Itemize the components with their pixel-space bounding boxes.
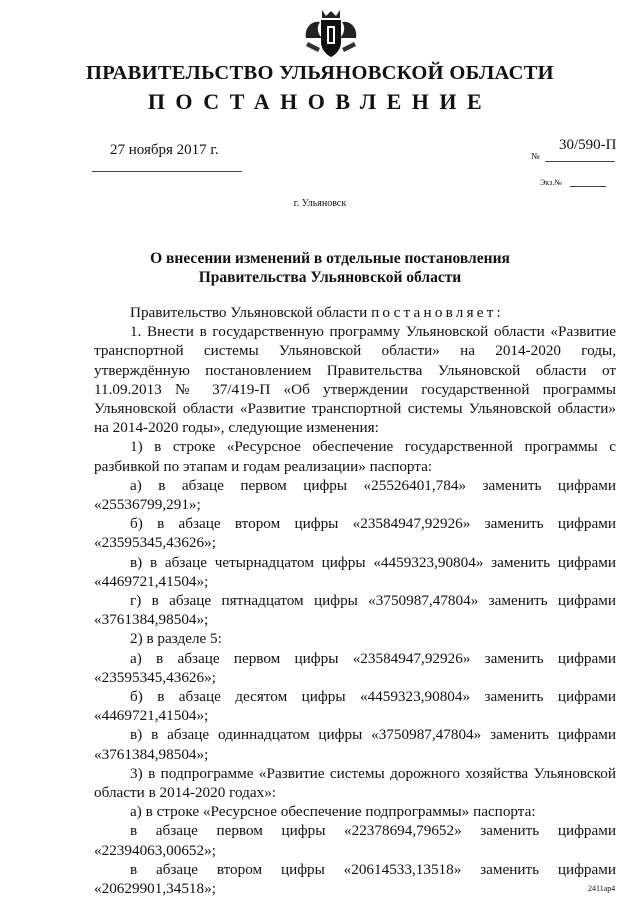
coat-of-arms-icon — [302, 8, 360, 60]
body-paragraph: 2) в разделе 5: — [130, 630, 222, 648]
body-paragraph: а) в абзаце первом цифры «25526401,784» заменить цифрами «25536799,291»; — [94, 476, 616, 514]
body-paragraph: б) в абзаце втором цифры «23584947,92926» заменить цифрами «23595345,43626»; — [94, 515, 616, 552]
document-number: 30/590-П — [559, 137, 617, 153]
document-body — [94, 303, 616, 898]
document-date: 27 ноября 2017 г. — [110, 142, 219, 158]
subject-line-2: Правительства Ульяновской области — [198, 269, 462, 286]
number-underline — [545, 161, 615, 162]
body-paragraph: 3) в подпрограмме «Развитие системы дорожного хозяйства Ульяновской области в 2014-2020 годах»: — [94, 764, 616, 802]
body-paragraph: в) в абзаце четырнадцатом цифры «4459323,90804» заменить цифрами «4469721,41504»; — [94, 553, 616, 590]
intro-paragraph — [94, 303, 616, 322]
body-paragraph: а) в строке «Ресурсное обеспечение подпрограммы» паспорта: — [130, 803, 536, 821]
number-sign: № — [531, 151, 540, 161]
date-underline — [92, 171, 242, 172]
body-paragraph: в абзаце первом цифры «22378694,79652» заменить цифрами «22394063,00652»; — [94, 822, 616, 859]
body-paragraph: 1) в строке «Ресурсное обеспечение государственной программы с разбивкой по этапам и годам реализации» паспорта: — [94, 438, 616, 475]
intro-prefix: Правительство Ульяновской области — [130, 304, 372, 321]
body-paragraph: а) в абзаце первом цифры «23584947,92926» заменить цифрами «23595345,43626»; — [94, 649, 616, 686]
copy-number-underline — [570, 186, 606, 187]
document-type: ПОСТАНОВЛЕНИЕ — [147, 89, 493, 114]
city: г. Ульяновск — [293, 198, 347, 209]
government-title: ПРАВИТЕЛЬСТВО УЛЬЯНОВСКОЙ ОБЛАСТИ — [86, 62, 554, 84]
footer-code: 2411ар4 — [588, 884, 616, 893]
document-subject — [120, 249, 540, 287]
body-paragraph: в абзаце втором цифры «20614533,13518» заменить цифрами «20629901,34518»; — [94, 860, 616, 898]
copy-number-label: Экз.№ — [540, 178, 562, 187]
body-paragraph: в) в абзаце одиннадцатом цифры «3750987,47804» заменить цифрами «3761384,98504»; — [94, 726, 616, 763]
subject-line-1: О внесении изменений в отдельные постановления — [150, 250, 510, 267]
body-paragraph: б) в абзаце десятом цифры «4459323,90804» заменить цифрами «4469721,41504»; — [94, 688, 616, 725]
body-paragraph: 1. Внести в государственную программу Ульяновской области «Развитие транспортной системы Ульяновской области» на 2014-2020 годы, утверждённую постановлением Правительства Ульяновской области от 11.09.2013 № 37/419-П «Об утверждении государственной программы Ульяновской области «Развитие транспортной системы Ульяновской области» на 2014-2020 годы», следующие изменения: — [94, 323, 616, 437]
body-paragraph: г) в абзаце пятнадцатом цифры «3750987,47804» заменить цифрами «3761384,98504»; — [94, 592, 616, 629]
intro-decree: постановляет: — [371, 304, 504, 321]
